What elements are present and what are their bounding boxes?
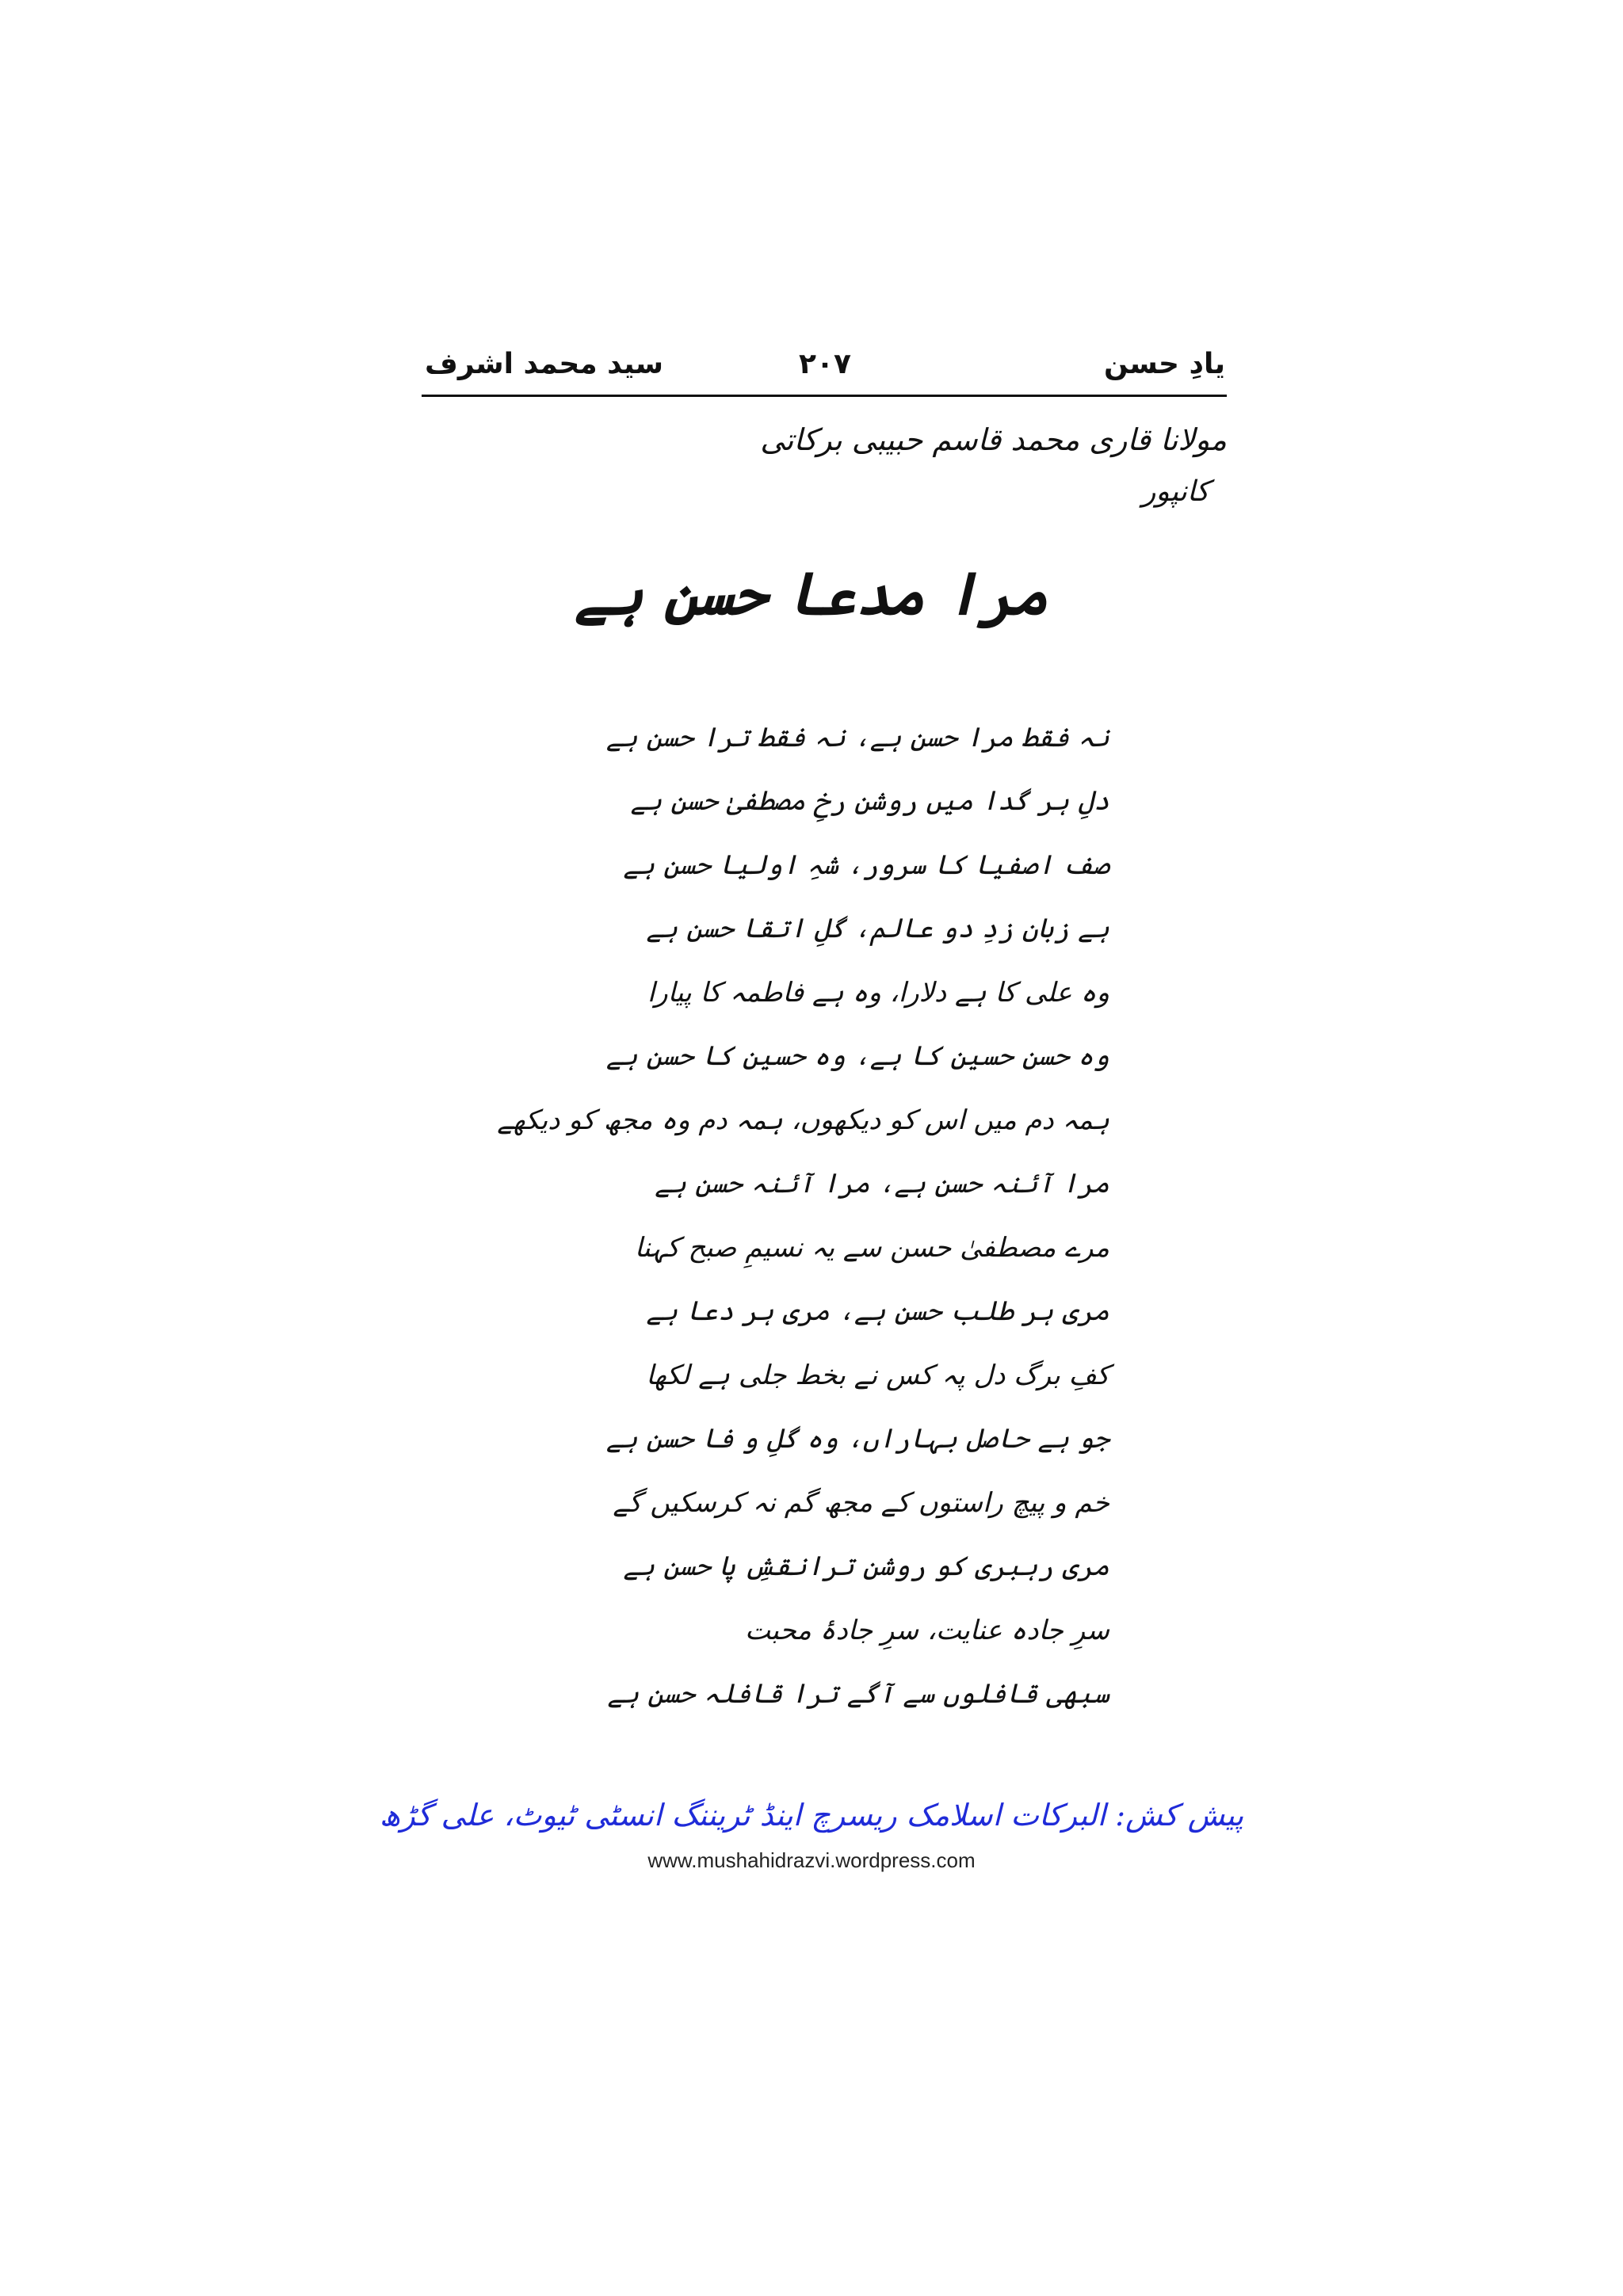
verse-line: وہ حسن حسین کا ہے، وہ حسین کا حسن ہے — [605, 1040, 1109, 1073]
verse-line: وہ علی کا ہے دلارا، وہ ہے فاطمہ کا پیارا — [647, 976, 1109, 1009]
poem-verses — [475, 705, 1125, 1726]
verse-line: ہے زبان زدِ دو عالم، گلِ اتقا حسن ہے — [646, 913, 1109, 945]
running-header — [425, 339, 1225, 390]
book-title: یادِ حسن — [1103, 348, 1225, 380]
verse-line: صف اصفیا کا سرور، شہِ اولیا حسن ہے — [623, 849, 1109, 881]
contributor-place: کانپور — [1142, 475, 1209, 508]
page-number: ۲۰۷ — [799, 348, 851, 380]
poem-title: مرا مدعا حسن ہے — [575, 560, 1048, 628]
footer-credit: پیش کش: البرکات اسلامک ریسرچ اینڈ ٹریننگ انسٹی ٹیوٹ، علی گڑھ — [379, 1798, 1244, 1833]
verse-line: مری ہر طلب حسن ہے، مری ہر دعا ہے — [646, 1295, 1109, 1328]
verse-line: مرا آئنہ حسن ہے، مرا آئنہ حسن ہے — [655, 1168, 1109, 1200]
contributor-block — [760, 414, 1227, 518]
verse-line: دلِ ہر گدا میں روشن رخِ مصطفیٰ حسن ہے — [630, 785, 1109, 818]
verse-line: نہ فقط مرا حسن ہے، نہ فقط ترا حسن ہے — [605, 721, 1109, 753]
verse-line: سبھی قافلوں سے آگے ترا قافلہ حسن ہے — [607, 1678, 1109, 1711]
verse-line: ہمہ دم میں اس کو دیکھوں، ہمہ دم وہ مجھ کو دیکھے — [497, 1104, 1109, 1136]
verse-line: جو ہے حاصل بہاراں، وہ گلِ و فا حسن ہے — [605, 1423, 1109, 1455]
verse-line: کفِ برگ دل پہ کس نے بخط جلی ہے لکھا — [646, 1359, 1109, 1391]
header-divider — [422, 395, 1227, 397]
verse-line: خم و پیچ راستوں کے مجھ گم نہ کرسکیں گے — [613, 1486, 1109, 1519]
footer-url[interactable]: www.mushahidrazvi.wordpress.com — [647, 1848, 976, 1872]
contributor-name: مولانا قاری محمد قاسم حبیبی برکاتی — [760, 422, 1227, 457]
author-name: سید محمد اشرف — [425, 348, 664, 380]
verse-line: مری رہبری کو روشن ترانقشِ پا حسن ہے — [623, 1550, 1109, 1583]
verse-line: سرِ جادہ عنایت، سرِ جادۂ محبت — [745, 1614, 1109, 1646]
verse-line: مرے مصطفیٰ حسن سے یہ نسیمِ صبح کہنا — [634, 1231, 1109, 1264]
